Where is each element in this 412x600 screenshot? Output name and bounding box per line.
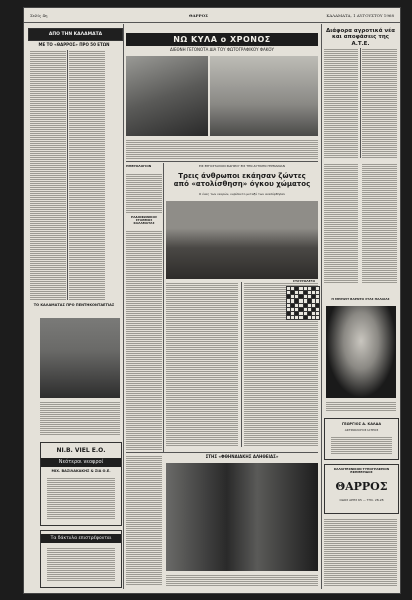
banner-title: ΝΩ ΚΥΛΑ ο ΧΡΟΝΟΣ (126, 33, 318, 46)
viel-heading: Νεότεροι νεοφροί (41, 458, 121, 467)
print-house-label: ΚΑΛΛΙΤΕΧΝΙΚΟΝ ΤΥΠΟΓΡΑΦΕΙΟΝ ΕΦΗΜΕΡΙΔΟΣ (333, 467, 390, 475)
photo-label-right: Η ΜΠΡΙΖΙΤ ΒΑΡΝΤΟ ΣΤΑΣ ΠΑΛΑΙΑΣ (331, 297, 390, 301)
street-photo (40, 318, 120, 398)
right-text-4 (362, 163, 397, 283)
page-header (24, 8, 400, 23)
film-still-photo (166, 463, 318, 571)
masthead: ΘΑΡΡΟΣ (189, 13, 208, 18)
bottom-ad (40, 530, 122, 588)
photo-caption-text (40, 401, 120, 435)
bottom-ad-text (47, 547, 115, 581)
bottom-ad-heading: Τα δάκτυλα επιστρέφονται (41, 534, 121, 543)
print-house-address: ΟΔΟΣ ΑΡΗΣ 65 — ΤΗΛ. 28-28 (339, 498, 384, 502)
banner-subtitle: ΔΙΕΘΝΗ ΓΕΓΟΝΟΤΑ ΔΙΑ ΤΟΥ ΦΩΤΟΓΡΑΦΙΚΟΥ ΦΑΚΟΥ (170, 47, 274, 52)
sidebar-sublabel: ΡΑΔΙΟΦΩΝΙΚΟΣ ΣΤΑΘΜΟΣ ΚΑΛΑΜΑΤΑΣ (130, 215, 158, 226)
header-date: ΚΑΛΑΜΑΤΑ, 1 ΑΥΓΟΥΣΤΟΥ 1968 (326, 13, 394, 18)
right-text-1 (324, 48, 358, 158)
accident-photo (166, 201, 318, 279)
actress-portrait-photo (326, 306, 396, 398)
story-headline: Τρεις άνθρωποι εκάησαν ζώντες από «ατολίσθηση» όγκου χώματος (173, 172, 311, 188)
print-house-ad (324, 464, 399, 514)
film-caption: ΣΤΗΣ «ΦΘΗΝΑΙΑΚΗΣ ΑΛΗΘΕΙΑΣ» (205, 454, 279, 459)
print-house-name: ΘΑΡΡΟΣ (335, 480, 388, 493)
left-photo-caption: ΤΟ ΚΑΛΑΜΑΤΑΣ ΠΡΟ ΠΕΝΤΗΚΟΝΤΑΕΤΙΑΣ (33, 303, 115, 307)
section-logo: ΑΠΟ ΤΗΝ ΚΑΛΑΜΑΤΑ (28, 28, 123, 41)
story-kicker: ΕΙΣ ΕΡΓΟΣΤΑΣΙΟΝ ΣΙΔΗΡΟΥ ΕΙΣ ΤΗΝ ΔΥΤΙΚΗΝ ΓΕΡΜΑΝΙΑΝ (199, 164, 285, 168)
viel-text (47, 477, 115, 519)
left-text-1 (30, 50, 66, 300)
viel-title: ΝΙ.Β. VIEL Ε.Ο. (56, 447, 106, 454)
news-photo-car (210, 56, 318, 136)
right-headline: Διάφορα αγροτικά νέα και αποφάσεις της Α.Τ.Ε. (326, 28, 395, 47)
news-photo-crowd (126, 56, 208, 136)
doctor-name: ΓΕΩΡΓΙΟΣ Δ. ΚΑΛΔΑ (341, 422, 382, 426)
story-deck: Ο ένας των νεκρών, ευρίσκετο μεταξύ των ανεσύρθησαν (198, 192, 286, 196)
crossword-grid (286, 286, 320, 320)
doctor-text (331, 436, 392, 454)
sidebar-text-2 (126, 230, 162, 450)
viel-ad (40, 442, 122, 526)
doctor-spec: ΑΚΤΙΝΟΛΟΓΟΣ ΙΑΤΡΟΣ (344, 428, 379, 432)
page-number: Σελίς 4η (30, 13, 48, 18)
newspaper-page (24, 8, 400, 593)
sidebar-text-3 (126, 455, 162, 586)
crossword-label: ΣΤΑΥΡΟΛΕΞΟ (292, 279, 316, 283)
portrait-caption-text (326, 401, 396, 411)
right-text-2 (362, 48, 397, 158)
right-text-3 (324, 163, 358, 283)
sidebar-label: ΗΜΕΡΟΛΟΓΙΟΝ (126, 164, 152, 168)
sidebar-text-1 (126, 173, 162, 213)
film-caption-text (166, 574, 318, 586)
story-text-1 (166, 282, 238, 447)
left-headline: ΜΕ ΤΟ «ΘΑΡΡΟΣ» ΠΡΟ 50 ΕΤΩΝ (38, 42, 110, 47)
right-text-5 (324, 518, 397, 586)
left-text-2 (69, 50, 105, 300)
viel-line: ΜΙΧ. ΒΑΣΙΛΑΚΑΚΗΣ & ΣΙΑ Ο.Ε. (51, 469, 111, 473)
doctor-ad (324, 418, 399, 460)
banner-caption-text (126, 139, 318, 159)
